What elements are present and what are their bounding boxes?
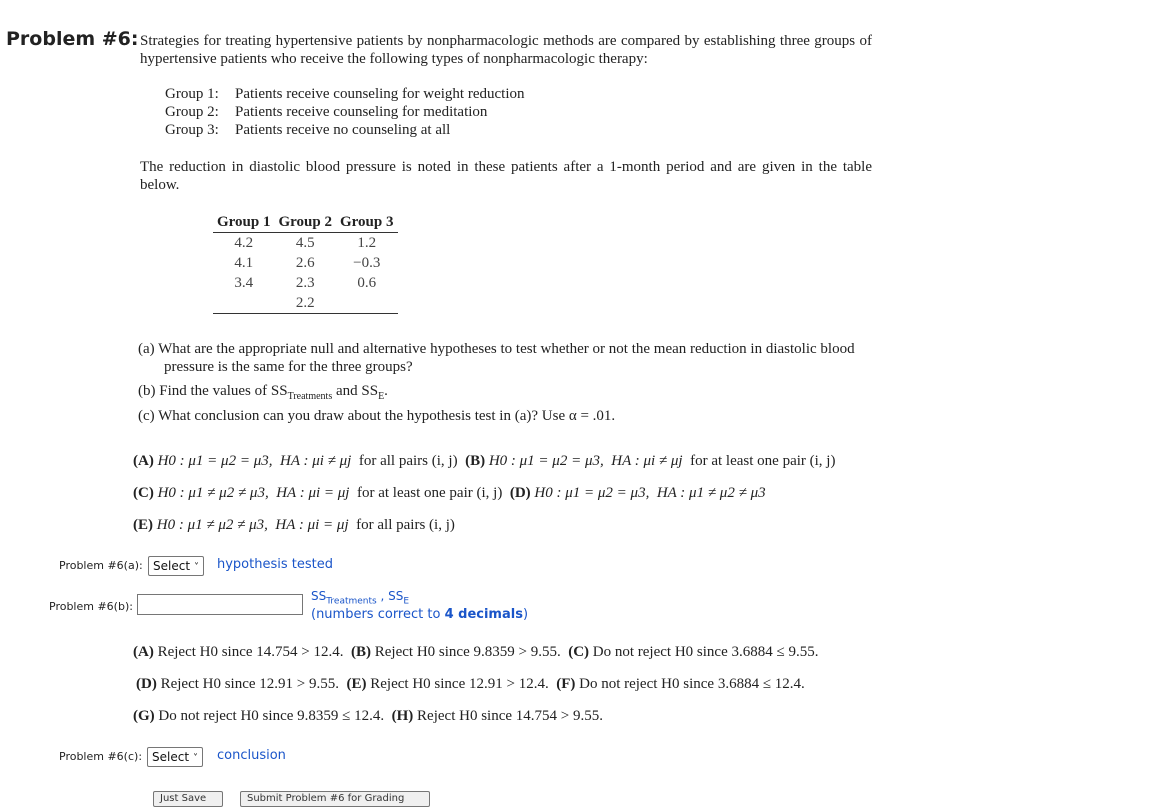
table-header: Group 1 — [213, 213, 275, 233]
table-header: Group 2 — [275, 213, 337, 233]
group-1-label: Group 1: — [165, 86, 219, 102]
part-a-select[interactable]: Select ˅ — [148, 556, 204, 576]
conclusion-options-row-3: (G) Do not reject H0 since 9.8359 ≤ 12.4. (H) Reject H0 since 14.754 > 9.55. — [133, 708, 603, 724]
table-cell: 2.6 — [295, 254, 315, 271]
group-2-desc: Patients receive counseling for meditation — [235, 104, 488, 120]
table-cell: 2.3 — [295, 274, 315, 291]
group-3-desc: Patients receive no counseling at all — [235, 122, 451, 138]
chevron-down-icon: ˅ — [193, 753, 199, 764]
question-a: (a) What are the appropriate null and alternative hypotheses to test whether or not the mean reduction in diastolic blood pressure is the same for the three groups? — [138, 341, 855, 375]
part-c-label: Problem #6(c): — [59, 750, 143, 763]
conclusion-options-row-2: (D) Reject H0 since 12.91 > 9.55. (E) Reject H0 since 12.91 > 12.4. (F) Do not reject H0 since 3.6884 ≤ 12.4. — [136, 676, 805, 692]
table-cell: 4.1 — [234, 254, 254, 271]
part-b-label: Problem #6(b): — [49, 600, 133, 613]
answer-hint: $SS_{Treatments}$ , $SS_E$ (numbers correct to 4 decimals) — [311, 589, 529, 623]
table-cell: 1.2 — [357, 234, 377, 251]
table-cell: −0.3 — [353, 254, 381, 271]
part-a-label: Problem #6(a): — [59, 559, 143, 572]
hypothesis-options-row-1: (A) H0 : μ1 = μ2 = μ3, HA : μi ≠ μj for all pairs (i, j) (B) H0 : μ1 = μ2 = μ3, HA : μi ≠ μj for at least one pair (i, j) — [133, 453, 836, 469]
table-row — [213, 293, 398, 314]
group-2-label: Group 2: — [165, 104, 219, 120]
chevron-down-icon: ˅ — [194, 562, 200, 573]
group-1-desc: Patients receive counseling for weight reduction — [235, 86, 525, 102]
table-cell: 2.2 — [275, 293, 337, 314]
group-2-line — [165, 104, 487, 121]
table-cell: 4.5 — [295, 234, 315, 251]
table-cell: 4.2 — [234, 234, 254, 251]
conclusion-link[interactable]: conclusion — [217, 748, 286, 763]
table-cell — [213, 293, 275, 314]
hypothesis-options-row-3: (E) H0 : μ1 ≠ μ2 ≠ μ3, HA : μi = μj for all pairs (i, j) — [133, 517, 455, 533]
part-c-select[interactable]: Select ˅ — [147, 747, 203, 767]
table-row — [213, 233, 398, 254]
question-b: (b) Find the values of $SS_{Treatments}$ and $SS_E$. — [138, 383, 388, 402]
group-1-line — [165, 86, 525, 103]
ss-answer-input[interactable] — [137, 594, 303, 615]
data-description: The reduction in diastolic blood pressure is noted in these patients after a 1-month period and are given in the table below. — [140, 159, 872, 193]
conclusion-options-row-1: (A) Reject H0 since 14.754 > 12.4. (B) Reject H0 since 9.8359 > 9.55. (C) Do not reject H0 since 3.6884 ≤ 9.55. — [133, 644, 819, 660]
hypothesis-options-row-2: (C) H0 : μ1 ≠ μ2 ≠ μ3, HA : μi = μj for at least one pair (i, j) (D) H0 : μ1 = μ2 = μ3, HA : μ1 ≠ μ2 ≠ μ3 — [133, 485, 766, 501]
problem-intro: Strategies for treating hypertensive patients by nonpharmacologic methods are compared by establishing three groups of hypertensive patients who receive the following types of nonpharmacologic therapy: — [140, 33, 872, 67]
table-cell: 3.4 — [234, 274, 254, 291]
group-3-line — [165, 122, 450, 139]
table-cell: 0.6 — [357, 274, 377, 291]
problem-title: Problem #6: — [6, 28, 139, 50]
data-table — [213, 213, 398, 314]
just-save-button[interactable]: Just Save — [153, 791, 223, 807]
table-cell — [336, 293, 398, 314]
submit-button[interactable]: Submit Problem #6 for Grading — [240, 791, 430, 807]
hypothesis-tested-link[interactable]: hypothesis tested — [217, 557, 333, 572]
table-row — [213, 273, 398, 293]
question-c: (c) What conclusion can you draw about the hypothesis test in (a)? Use α = .01. — [138, 408, 616, 424]
table-row — [213, 253, 398, 273]
group-3-label: Group 3: — [165, 122, 219, 138]
table-header: Group 3 — [336, 213, 398, 233]
